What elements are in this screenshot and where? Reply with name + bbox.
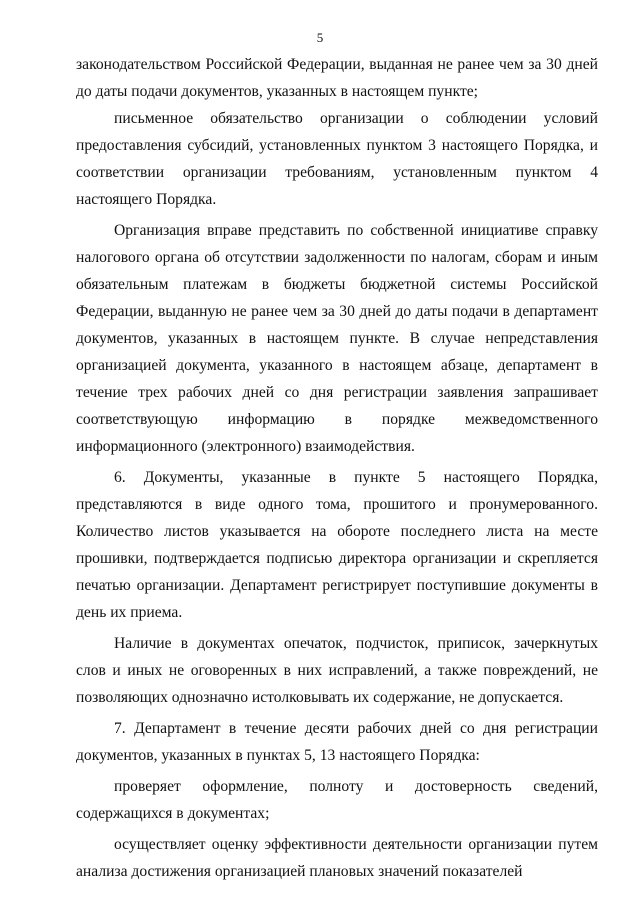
paragraph-item-6: 6. Документы, указанные в пункте 5 настоящего Порядка, представляются в виде одного тома, прошитого и пронумерованного. Количество листов указывается на обороте последнего листа на месте прошивки, подтверждается подписью директора организации и скрепляется печатью организации. Департамент регистрирует поступившие документы в день их приема. — [76, 469, 598, 621]
paragraph-item-7: 7. Департамент в течение десяти рабочих дней со дня регистрации документов, указанных в пунктах 5, 13 настоящего Порядка: — [76, 720, 598, 764]
document-body — [76, 51, 598, 885]
paragraph-checks: проверяет оформление, полноту и достоверность сведений, содержащихся в документах; — [76, 778, 598, 822]
paragraph-tax-certificate: Организация вправе представить по собственной инициативе справку налогового органа об отсутствии задолженности по налогам, сборам и иным обязательным платежам в бюджеты бюджетной системы Российской Федерации, выданную не ранее чем за 30 дней до даты подачи в департамент документов, указанных в настоящем пункте. В случае непредставления организацией документа, указанного в настоящем абзаце, департамент в течение трех рабочих дней со дня регистрации заявления запрашивает соответствующую информацию в порядке межведомственного информационного (электронного) взаимодействия. — [76, 222, 598, 455]
paragraph-obligation: письменное обязательство организации о соблюдении условий предоставления субсидий, установленных пунктом 3 настоящего Порядка, и соответствии организации требованиям, установленным пунктом 4 настоящего Порядка. — [76, 110, 598, 208]
page-number: 5 — [316, 30, 324, 45]
paragraph-corrections: Наличие в документах опечаток, подчисток, приписок, зачеркнутых слов и иных не оговоренных в них исправлений, а также повреждений, не позволяющих однозначно истолковывать их содержание, не допускается. — [76, 635, 598, 706]
paragraph-continuation: законодательством Российской Федерации, выданная не ранее чем за 30 дней до даты подачи документов, указанных в настоящем пункте; — [76, 56, 598, 100]
paragraph-evaluation: осуществляет оценку эффективности деятельности организации путем анализа достижения организацией плановых значений показателей — [76, 836, 598, 880]
